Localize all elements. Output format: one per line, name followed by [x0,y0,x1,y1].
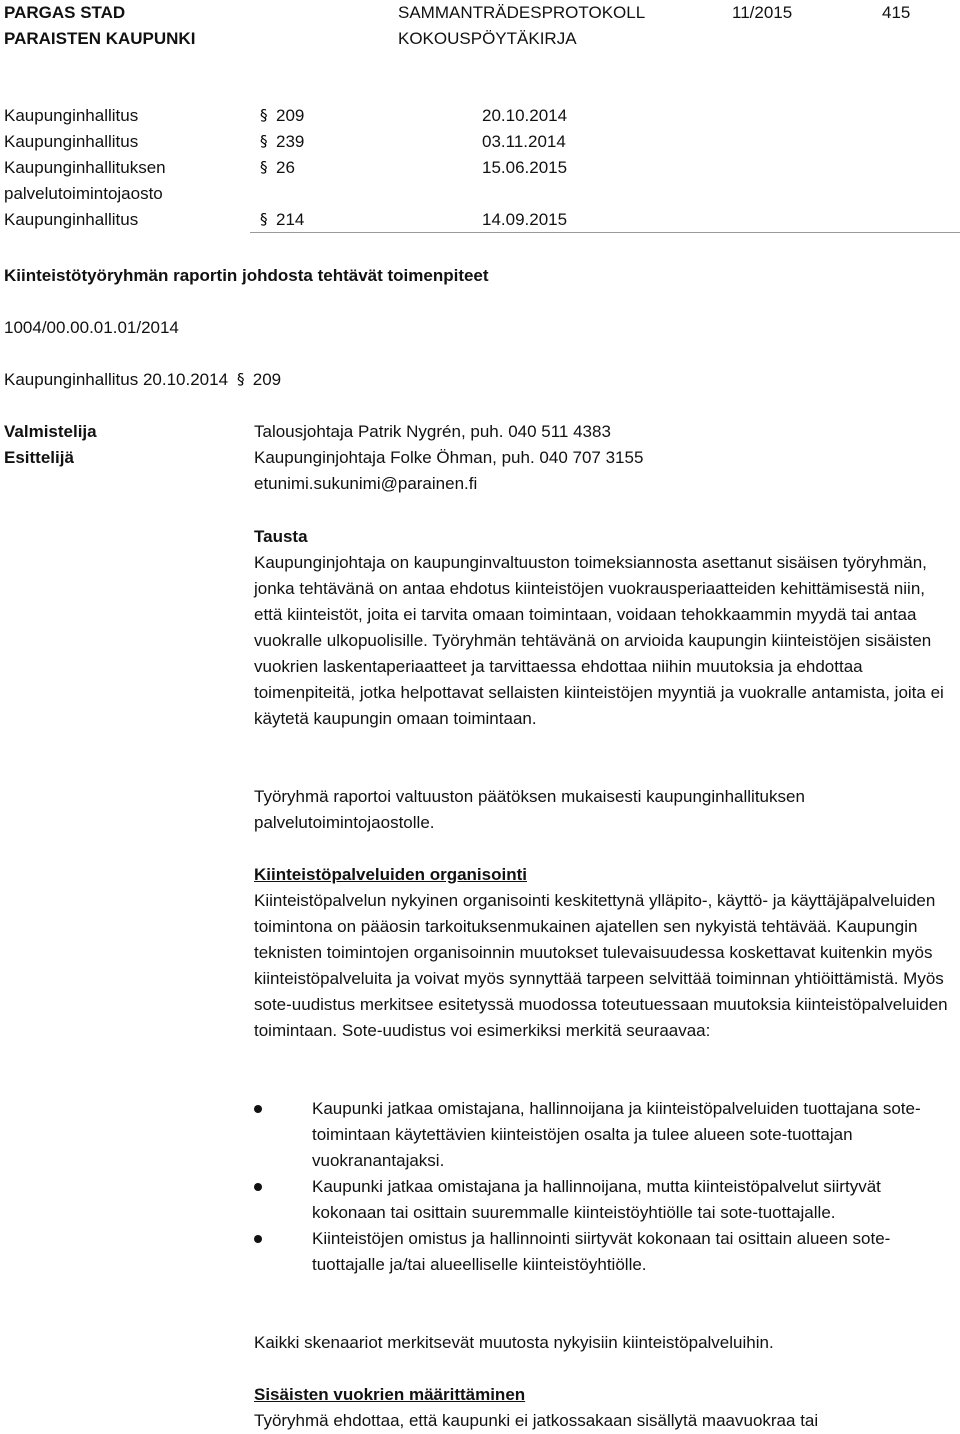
list-item [254,1096,958,1174]
rents-paragraph: Työryhmä ehdottaa, että kaupunki ei jatkossakaan sisällytä maavuokraa tai [254,1411,819,1430]
section-sign-icon [260,107,270,123]
meeting-org: Kaupunginhallitus 20.10.2014 [4,370,229,389]
ref-org-continued: palvelutoimintojaosto [4,184,163,203]
organisation-heading: Kiinteistöpalveluiden organisointi [254,865,527,884]
ref-date: 03.11.2014 [482,132,566,151]
presenter-value: Kaupunginjohtaja Folke Öhman, puh. 040 707 3155 [254,448,644,467]
bullet-icon [254,1235,262,1243]
preparer-label: Valmistelija [4,422,97,441]
meeting-number: 209 [252,370,282,389]
doc-type-fi: KOKOUSPÖYTÄKIRJA [398,29,577,48]
organisation-section [254,862,958,1044]
background-paragraph: Kaupunginjohtaja on kaupunginvaltuuston toimeksiannosta asettanut sisäisen työryhmän, jonka tehtävänä on antaa ehdotus kiinteistöjen vuokrausperiaatteiden kehittämisestä niin, että kiinteistöt, joita ei tarvita omaan toimintaan, voidaan tehokkaammin myydä tai antaa vuokralle ulkopuolisille. Työryhmän tehtävänä on arvioida kaupungin kiinteistöjen sisäisten vuokrien laskentaperiaatteet ja tarvittaessa ehdottaa niihin muutoksia ja ehdottaa toimenpiteitä, jotka helpottavat sellaisten kiinteistöjen myyntiä ja vuokralle antamista, joita ei käytetä kaupungin omaan toimintaan. [254,553,944,728]
section-sign-icon [237,371,247,387]
section-sign-icon [260,211,270,227]
section-sign-icon [260,159,270,175]
reference-row [4,156,704,180]
list-item-text: Kaupunki jatkaa omistajana, hallinnoijana ja kiinteistöpalveluiden tuottajana sote-toimintaan käytettävien kiinteistöjen osalta ja tulee alueen sote-tuottajan vuokranantajaksi. [312,1099,921,1170]
background-section [254,524,958,732]
presenter-label: Esittelijä [4,448,74,467]
bullet-icon [254,1183,262,1191]
list-item-text: Kiinteistöjen omistus ja hallinnointi siirtyvät kokonaan tai osittain alueen sote-tuottajalle ja/tai alueelliselle kiinteistöyhtiölle. [312,1229,891,1274]
background-paragraph-2-block [254,784,958,836]
org-name-fi: PARGAS STAD [4,3,126,22]
document-number: 1004/00.00.01.01/2014 [4,318,179,337]
rents-section [254,1382,958,1434]
ref-number: 239 [276,132,305,151]
list-item-text: Kaupunki jatkaa omistajana ja hallinnoijana, mutta kiinteistöpalvelut siirtyvät kokonaan tai osittain suuremmalle kiinteistöyhtiölle tai sote-tuottajalle. [312,1177,881,1222]
background-heading: Tausta [254,527,308,546]
ref-date: 15.06.2015 [482,158,568,177]
ref-date: 14.09.2015 [482,210,568,229]
organisation-paragraph-2-block [254,1330,958,1356]
ref-org: Kaupunginhallitus [4,106,139,125]
ref-org: Kaupunginhallitus [4,132,139,151]
svg-text:§: § [260,211,268,227]
svg-text:§: § [236,371,245,387]
page-number: 415 [882,3,911,22]
meeting-reference [4,370,281,390]
doc-type-sv: SAMMANTRÄDESPROTOKOLL [398,3,646,22]
rents-heading: Sisäisten vuokrien määrittäminen [254,1385,526,1404]
svg-text:§: § [260,133,268,149]
reference-row [4,104,704,128]
list-item [254,1174,958,1226]
org-name-sv: PARAISTEN KAUPUNKI [4,29,196,48]
presenter-email: etunimi.sukunimi@parainen.fi [254,474,478,493]
organisation-paragraph-2: Kaikki skenaariot merkitsevät muutosta nykyisiin kiinteistöpalveluihin. [254,1333,774,1352]
reference-row [4,208,704,232]
reference-row [4,130,704,154]
svg-text:§: § [260,159,268,175]
svg-text:§: § [260,107,268,123]
divider-line [250,232,960,233]
preparer-value: Talousjohtaja Patrik Nygrén, puh. 040 511 4383 [254,422,611,441]
issue-number: 11/2015 [732,3,793,22]
ref-number: 26 [276,158,295,177]
background-paragraph-2: Työryhmä raportoi valtuuston päätöksen mukaisesti kaupunginhallituksen palvelutoimintojaostolle. [254,787,805,832]
ref-org: Kaupunginhallituksen [4,158,166,177]
ref-number: 214 [276,210,305,229]
list-item [254,1226,958,1278]
ref-org: Kaupunginhallitus [4,210,139,229]
section-sign-icon [260,133,270,149]
reference-row-continued [4,182,704,206]
organisation-paragraph: Kiinteistöpalvelun nykyinen organisointi keskitettynä ylläpito-, käyttö- ja käyttäjäpalveluiden toimintona on pääosin tarkoituksenmukainen ajatellen sen nykyistä tehtävää. Kaupungin teknisten toimintojen organisoinnin muutokset tulevaisuudessa koskettavat kuitenkin myös kiinteistöpalveluita ja voivat myös synnyttää tarpeen selvittää toiminnan yhtiöittämistä. Myös sote-uudistus merkitsee esitetyssä muodossa toteutuessaan muutoksia kiinteistöpalveluiden toimintaan. Sote-uudistus voi esimerkiksi merkitä seuraavaa: [254,891,948,1040]
ref-date: 20.10.2014 [482,106,568,125]
scenario-list [254,1096,958,1278]
page-title: Kiinteistötyöryhmän raportin johdosta tehtävät toimenpiteet [4,266,489,285]
ref-number: 209 [276,106,305,125]
bullet-icon [254,1105,262,1113]
